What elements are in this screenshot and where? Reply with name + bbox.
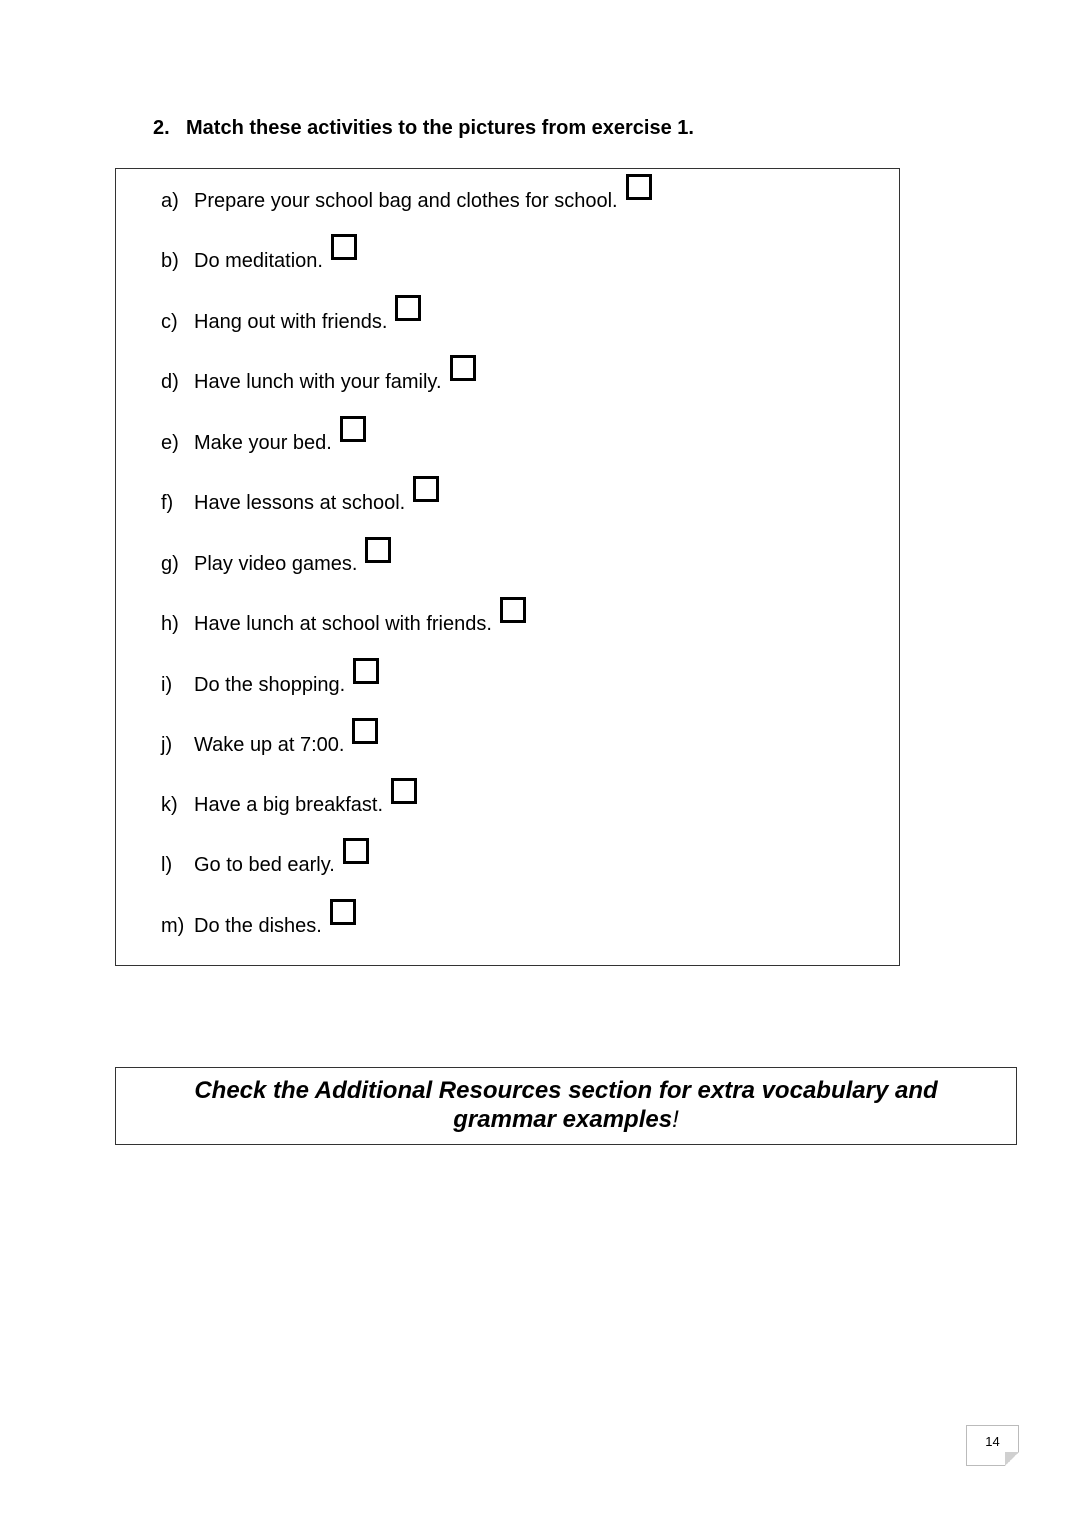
item-letter: j) [161, 734, 173, 756]
note-line-1: Check the Additional Resources section for extra vocabulary and [194, 1077, 938, 1104]
item-letter: d) [161, 371, 179, 393]
page-number-text: 14 [985, 1434, 1000, 1449]
item-letter: l) [161, 854, 173, 876]
answer-checkbox[interactable] [352, 718, 378, 744]
item-letter: i) [161, 674, 173, 696]
page-number [966, 1425, 1019, 1466]
list-item [161, 367, 476, 397]
item-letter: f) [161, 492, 174, 514]
answer-checkbox[interactable] [343, 838, 369, 864]
answer-checkbox[interactable] [626, 174, 652, 200]
item-letter: k) [161, 794, 178, 816]
list-item [161, 549, 391, 579]
answer-checkbox[interactable] [395, 295, 421, 321]
answer-checkbox[interactable] [330, 899, 356, 925]
page-fold-icon [1005, 1452, 1019, 1466]
answer-checkbox[interactable] [331, 234, 357, 260]
list-item [161, 186, 652, 216]
list-item [161, 670, 379, 700]
item-text: Play video games. [194, 553, 358, 575]
list-item [161, 609, 526, 639]
answer-checkbox[interactable] [391, 778, 417, 804]
item-text: Have a big breakfast. [194, 794, 383, 816]
note-exclamation: ! [672, 1106, 679, 1133]
resources-note [115, 1067, 1017, 1145]
exercise-number: 2. [153, 117, 170, 139]
item-text: Do meditation. [194, 250, 323, 272]
note-line-2 [116, 1105, 1016, 1134]
exercise-heading [153, 117, 694, 140]
item-letter: a) [161, 190, 179, 212]
item-text: Have lessons at school. [194, 492, 406, 514]
item-text: Have lunch at school with friends. [194, 613, 492, 635]
item-text: Have lunch with your family. [194, 371, 442, 393]
item-text: Prepare your school bag and clothes for school. [194, 190, 618, 212]
list-item [161, 850, 369, 880]
item-letter: g) [161, 553, 179, 575]
item-text: Go to bed early. [194, 854, 335, 876]
note-line-2-text: grammar examples [453, 1106, 673, 1133]
answer-checkbox[interactable] [353, 658, 379, 684]
item-text: Wake up at 7:00. [194, 734, 345, 756]
item-letter: c) [161, 311, 178, 333]
list-item [161, 246, 357, 276]
answer-checkbox[interactable] [340, 416, 366, 442]
answer-checkbox[interactable] [500, 597, 526, 623]
item-text: Do the shopping. [194, 674, 346, 696]
answer-checkbox[interactable] [365, 537, 391, 563]
item-text: Make your bed. [194, 432, 332, 454]
item-text: Do the dishes. [194, 915, 322, 937]
item-letter: m) [161, 915, 185, 937]
list-item [161, 428, 366, 458]
answer-checkbox[interactable] [413, 476, 439, 502]
item-letter: h) [161, 613, 179, 635]
list-item [161, 730, 378, 760]
list-item [161, 911, 356, 941]
exercise-instruction: Match these activities to the pictures from exercise 1. [186, 117, 694, 139]
item-letter: e) [161, 432, 179, 454]
item-letter: b) [161, 250, 179, 272]
list-item [161, 307, 421, 337]
list-item [161, 790, 417, 820]
item-text: Hang out with friends. [194, 311, 388, 333]
answer-checkbox[interactable] [450, 355, 476, 381]
list-item [161, 488, 439, 518]
